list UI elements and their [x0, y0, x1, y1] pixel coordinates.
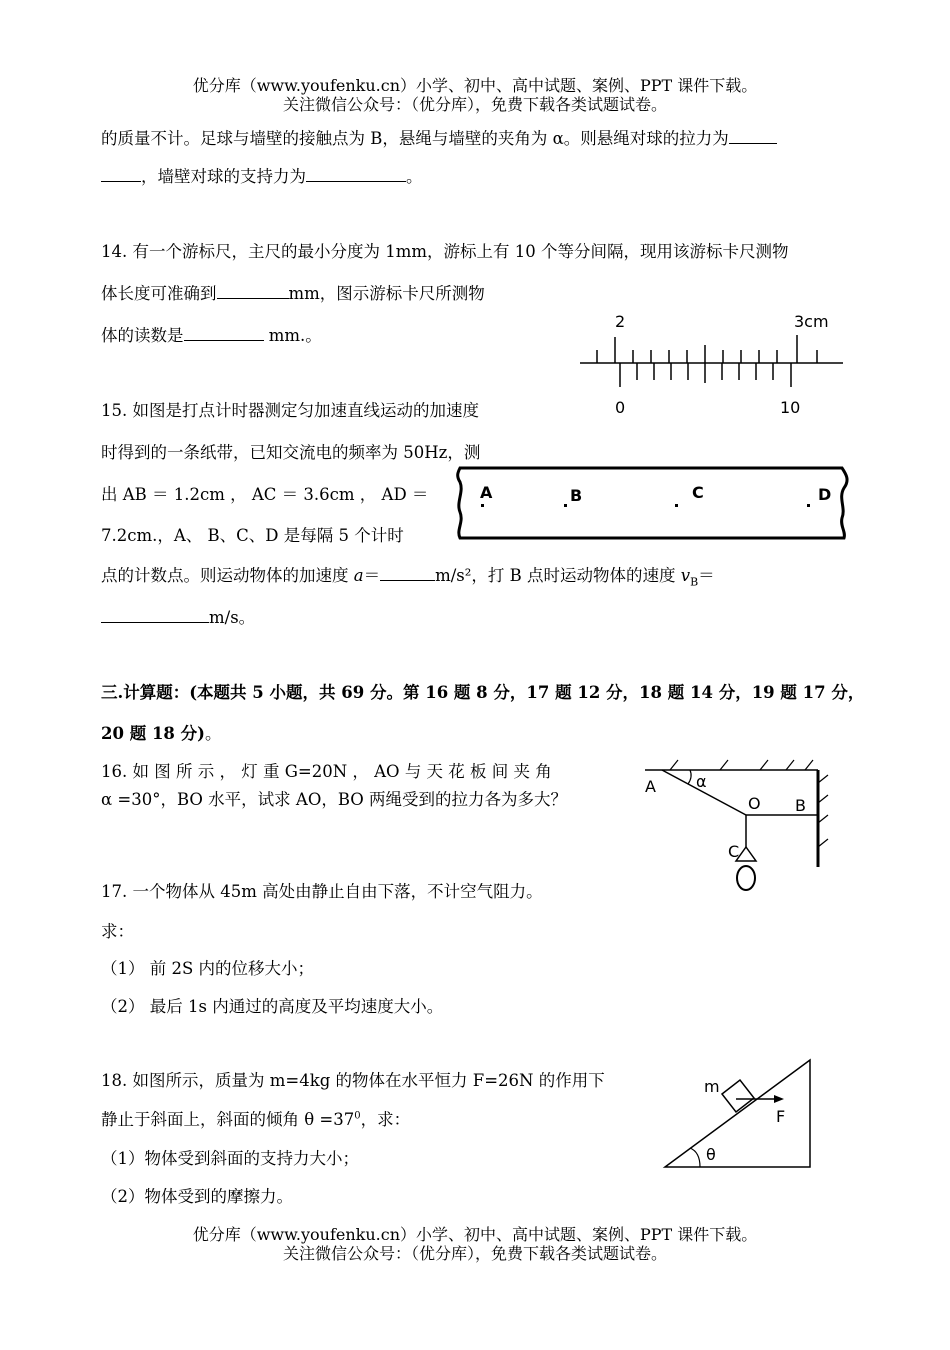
q15-line-3: 出 AB ＝ 1.2cm ， AC ＝ 3.6cm ， AD ＝ — [101, 485, 429, 504]
dot-A — [481, 504, 484, 507]
paper-tape-figure — [450, 460, 860, 545]
q15-line-1: 15. 如图是打点计时器测定匀加速直线运动的加速度 — [101, 401, 479, 420]
q13-line-2 — [101, 163, 423, 187]
q15-text: m/s²，打 B 点时运动物体的速度 — [435, 566, 681, 585]
ceiling-hatch — [670, 760, 813, 770]
answer-blank[interactable] — [306, 167, 406, 182]
q18-line-2 — [101, 1106, 410, 1130]
point-B-label: B — [795, 796, 806, 815]
q17-line-2: 求： — [101, 922, 134, 941]
main-scale-label-3cm: 3cm — [794, 312, 829, 331]
incline-triangle — [665, 1060, 810, 1167]
q18-text: 静止于斜面上，斜面的倾角 θ =37 — [101, 1110, 355, 1129]
theta-label: θ — [706, 1145, 716, 1164]
force-arrowhead — [774, 1095, 784, 1103]
answer-blank[interactable] — [217, 284, 289, 299]
dot-D — [807, 504, 810, 507]
lamp-bulb — [737, 866, 755, 890]
q14-text: 体长度可准确到 — [101, 284, 217, 303]
alpha-label: α — [696, 772, 707, 791]
angle-arc — [688, 770, 691, 784]
var-v: v — [680, 566, 691, 585]
section-3-text: 。 — [204, 724, 222, 743]
answer-blank[interactable] — [184, 326, 264, 341]
main-scale-label-2: 2 — [615, 312, 626, 331]
header-line-1: 优分库（www.youfenku.cn）小学、初中、高中试题、案例、PPT 课件下载。 — [192, 76, 758, 95]
block-m — [722, 1080, 754, 1112]
answer-blank[interactable] — [729, 129, 777, 144]
point-C-label: C — [728, 842, 740, 861]
degree-superscript: 0 — [354, 1110, 361, 1122]
q13-text: 。 — [406, 167, 423, 186]
q18-item-1: （1）物体受到斜面的支持力大小； — [101, 1149, 359, 1168]
vernier-label-0: 0 — [615, 398, 626, 417]
hanging-lamp-figure — [640, 755, 840, 900]
section-3-text: 20 题 18 分) — [101, 724, 205, 743]
q14-line-2 — [101, 280, 485, 304]
q14-text: 体的读数是 — [101, 326, 184, 345]
answer-blank[interactable] — [101, 167, 141, 182]
theta-arc — [690, 1148, 700, 1167]
q17-item-2: （2） 最后 1s 内通过的高度及平均速度大小。 — [101, 997, 444, 1016]
incline-figure — [660, 1050, 820, 1175]
q17-line-1: 17. 一个物体从 45m 高处由静止自由下落，不计空气阻力。 — [101, 882, 543, 901]
footer-line-2: 关注微信公众号：（优分库），免费下载各类试题试卷。 — [282, 1244, 667, 1263]
q15-line-4: 7.2cm.，A、 B、C、D 是每隔 5 个计时 — [101, 526, 404, 545]
section-3-line-1: 三.计算题：(本题共 5 小题，共 69 分。第 16 题 8 分，17 题 12 分，18 题 14 分，19 题 17 分， — [101, 683, 865, 702]
q18-line-1: 18. 如图所示，质量为 m=4kg 的物体在水平恒力 F=26N 的作用下 — [101, 1071, 605, 1090]
var-v-subscript: B — [690, 575, 699, 589]
force-label: F — [776, 1107, 786, 1126]
vernier-caliper-figure — [575, 305, 850, 420]
q15-text: ＝ — [698, 566, 715, 585]
point-B-label: B — [570, 486, 583, 505]
point-C-label: C — [692, 483, 704, 502]
point-A-label: A — [480, 483, 493, 502]
q15-text: 点的计数点。则运动物体的加速度 — [101, 566, 354, 585]
point-D-label: D — [818, 485, 832, 504]
q18-text: ，求： — [360, 1110, 411, 1129]
answer-blank[interactable] — [101, 608, 209, 623]
q15-line-5 — [101, 562, 715, 588]
q16-line-2: α =30°，BO 水平，试求 AO，BO 两绳受到的拉力各为多大？ — [101, 790, 568, 809]
var-a: a — [353, 566, 364, 585]
q14-text: mm.。 — [263, 326, 322, 345]
main-scale-ticks — [597, 335, 817, 363]
tape-outline — [458, 468, 847, 538]
q17-item-1: （1） 前 2S 内的位移大小； — [101, 959, 315, 978]
q13-text: 的质量不计。足球与墙壁的接触点为 B，悬绳与墙壁的夹角为 α。则悬绳对球的拉力为 — [101, 129, 729, 148]
q14-line-1: 14. 有一个游标尺，主尺的最小分度为 1mm，游标上有 10 个等分间隔，现用该游标卡尺测物 — [101, 242, 789, 261]
q18-item-2: （2）物体受到的摩擦力。 — [101, 1187, 293, 1206]
point-A-label: A — [645, 777, 656, 796]
q14-line-3 — [101, 322, 322, 346]
section-3-line-2 — [101, 720, 221, 744]
q13-line-1 — [101, 125, 777, 149]
q15-text: m/s。 — [209, 608, 256, 627]
dot-C — [675, 504, 678, 507]
q13-text: ，墙壁对球的支持力为 — [141, 167, 306, 186]
point-O-label: O — [748, 794, 761, 813]
q14-text: mm，图示游标卡尺所测物 — [288, 284, 485, 303]
vernier-scale-ticks — [620, 363, 791, 387]
vernier-label-10: 10 — [780, 398, 801, 417]
q16-line-1: 16. 如 图 所 示 ， 灯 重 G=20N ， AO 与 天 花 板 间 夹 角 — [101, 762, 552, 781]
answer-blank[interactable] — [380, 566, 435, 581]
q15-line-2: 时得到的一条纸带，已知交流电的频率为 50Hz，测 — [101, 443, 481, 462]
header-line-2: 关注微信公众号：（优分库），免费下载各类试题试卷。 — [282, 95, 667, 114]
q15-line-6 — [101, 604, 255, 628]
tape-dots — [481, 504, 810, 507]
footer-line-1: 优分库（www.youfenku.cn）小学、初中、高中试题、案例、PPT 课件下载。 — [192, 1225, 758, 1244]
dot-B — [564, 504, 567, 507]
mass-label: m — [704, 1077, 720, 1096]
q15-text: ＝ — [363, 566, 381, 585]
